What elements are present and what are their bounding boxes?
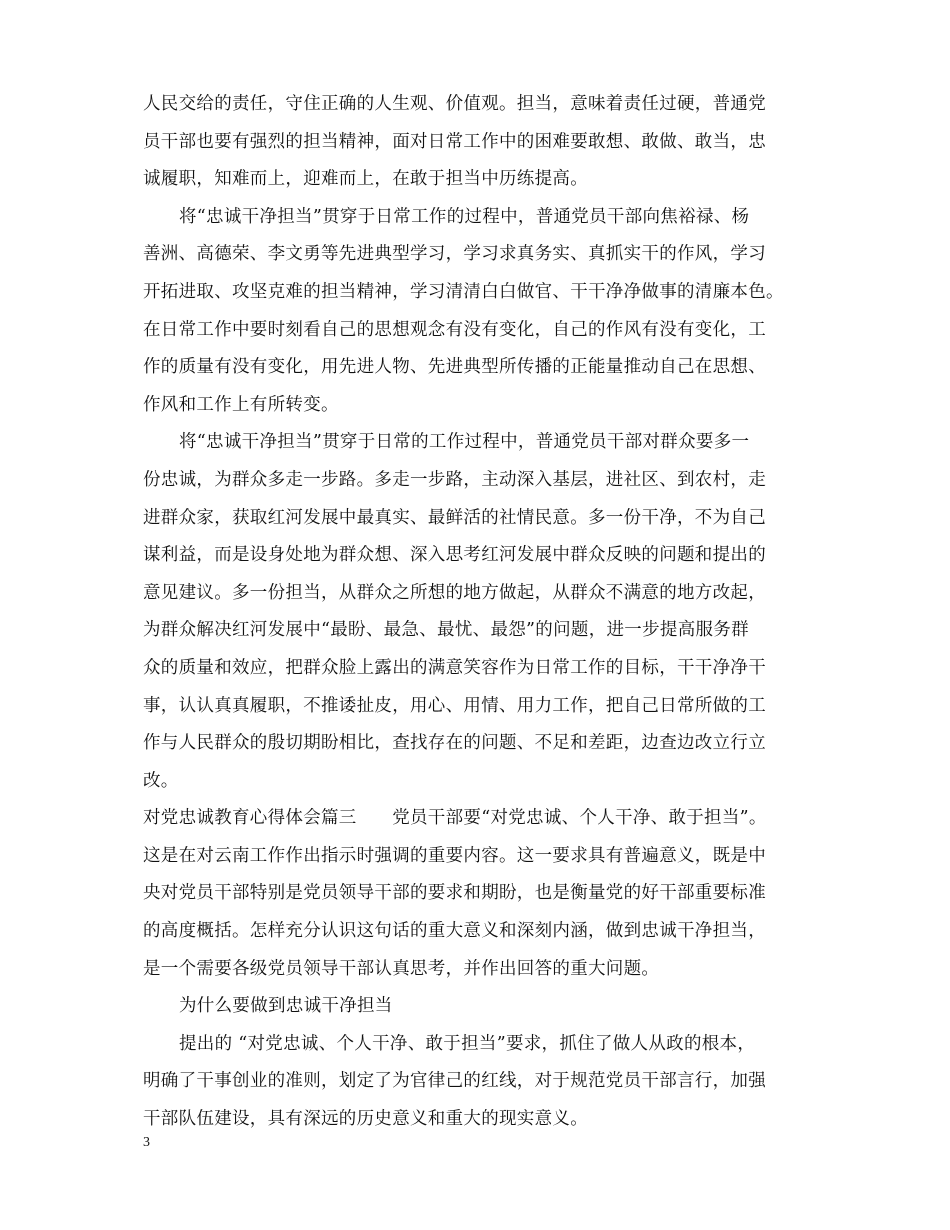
text-line: 作的质量有没有变化，用先进人物、先进典型所传播的正能量推动自己在思想、 [143, 357, 766, 378]
text-line: 意见建议。多一份担当，从群众之所想的地方做起，从群众不满意的地方改起， [143, 582, 766, 603]
paragraph-start: 将“忠诚干净担当”贯穿于日常的工作过程中，普通党员干部对群众要多一 [179, 432, 750, 453]
text-line: 明确了干事创业的准则，划定了为官律己的红线，对于规范党员干部言行，加强 [143, 1071, 766, 1092]
paragraph-start: 将“忠诚干净担当”贯穿于日常工作的过程中，普通党员干部向焦裕禄、杨 [179, 206, 750, 227]
text-line: 作与人民群众的殷切期盼相比，查找存在的问题、不足和差距，边查边改立行立 [143, 733, 766, 754]
text-line: 央对党员干部特别是党员领导干部的要求和期盼，也是衡量党的好干部重要标准 [143, 883, 766, 904]
text-line: 诚履职，知难而上，迎难而上，在敢于担当中历练提高。 [143, 169, 588, 190]
text-line: 人民交给的责任，守住正确的人生观、价值观。担当，意味着责任过硬，普通党 [143, 94, 766, 114]
text-line: 为群众解决红河发展中“最盼、最急、最忧、最怨”的问题，进一步提高服务群 [143, 620, 749, 641]
text-line: 善洲、高德荣、李文勇等先进典型学习，学习求真务实、真抓实干的作风，学习 [143, 244, 766, 265]
text-line: 的高度概括。怎样充分认识这句话的重大意义和深刻内涵，做到忠诚干净担当， [143, 921, 766, 942]
subheading: 为什么要做到忠诚干净担当 [179, 996, 393, 1017]
text-line: 谋利益，而是设身处地为群众想、深入思考红河发展中群众反映的问题和提出的 [143, 545, 766, 566]
body-text [143, 86, 827, 1139]
text-line: 作风和工作上有所转变。 [143, 394, 339, 415]
text-line: 事，认认真真履职，不推诿扯皮，用心、用情、用力工作，把自己日常所做的工 [143, 695, 766, 716]
text-line: 改。 [143, 770, 179, 791]
text-line: 是一个需要各级党员领导干部认真思考，并作出回答的重大问题。 [143, 958, 660, 979]
text-line: 进群众家，获取红河发展中最真实、最鲜活的社情民意。多一份干净，不为自己 [143, 507, 766, 528]
text-line: 员干部也要有强烈的担当精神，面对日常工作中的困难要敢想、敢做、敢当，忠 [143, 131, 766, 152]
text-line: 这是在对云南工作作出指示时强调的重要内容。这一要求具有普遍意义，既是中 [143, 845, 766, 866]
paragraph-start: 提出的 “对党忠诚、个人干净、敢于担当”要求，抓住了做人从政的根本， [179, 1033, 756, 1054]
section-heading-line: 对党忠诚教育心得体会篇三 党员干部要“对党忠诚、个人干净、敢于担当”。 [143, 808, 767, 829]
text-line: 众的质量和效应，把群众脸上露出的满意笑容作为日常工作的目标，干干净净干 [143, 657, 766, 678]
text-line: 干部队伍建设，具有深远的历史意义和重大的现实意义。 [143, 1109, 588, 1130]
text-line: 开拓进取、攻坚克难的担当精神，学习清清白白做官、干干净净做事的清廉本色。 [143, 281, 784, 302]
text-line: 在日常工作中要时刻看自己的思想观念有没有变化，自己的作风有没有变化，工 [143, 319, 766, 340]
page-number: 3 [143, 1135, 150, 1150]
text-line: 份忠诚，为群众多走一步路。多走一步路，主动深入基层，进社区、到农村，走 [143, 469, 766, 490]
